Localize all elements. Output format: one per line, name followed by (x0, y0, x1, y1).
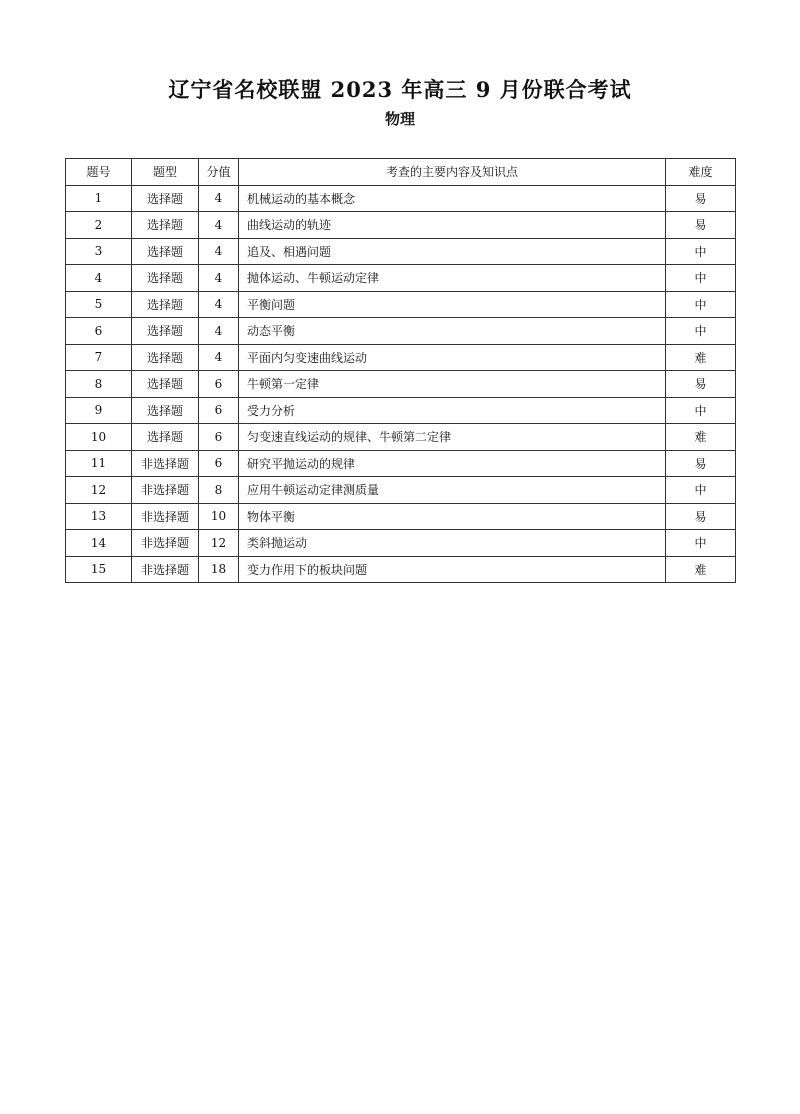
cell-question-type: 非选择题 (132, 530, 199, 557)
cell-score: 4 (199, 238, 239, 265)
table-row (66, 503, 736, 530)
cell-question-type: 非选择题 (132, 450, 199, 477)
cell-content: 平面内匀变速曲线运动 (239, 344, 666, 371)
cell-question-number: 12 (66, 477, 132, 504)
cell-score: 18 (199, 556, 239, 583)
cell-score: 8 (199, 477, 239, 504)
cell-score: 6 (199, 450, 239, 477)
cell-difficulty: 易 (666, 185, 736, 212)
cell-question-number: 5 (66, 291, 132, 318)
cell-question-type: 选择题 (132, 212, 199, 239)
cell-difficulty: 中 (666, 265, 736, 292)
cell-score: 6 (199, 397, 239, 424)
cell-difficulty: 中 (666, 477, 736, 504)
cell-question-type: 选择题 (132, 318, 199, 345)
table-row (66, 185, 736, 212)
cell-score: 4 (199, 318, 239, 345)
cell-question-number: 8 (66, 371, 132, 398)
table-row (66, 344, 736, 371)
cell-content: 牛顿第一定律 (239, 371, 666, 398)
table-row (66, 477, 736, 504)
cell-question-type: 选择题 (132, 185, 199, 212)
document-title: 辽宁省名校联盟 2023 年高三 9 月份联合考试 (168, 77, 632, 102)
header-content: 考查的主要内容及知识点 (239, 159, 666, 186)
cell-question-type: 选择题 (132, 291, 199, 318)
cell-score: 4 (199, 291, 239, 318)
cell-question-number: 1 (66, 185, 132, 212)
table-row (66, 212, 736, 239)
cell-content: 应用牛顿运动定律测质量 (239, 477, 666, 504)
table-body (66, 185, 736, 583)
cell-question-type: 选择题 (132, 371, 199, 398)
table-row (66, 371, 736, 398)
table-header-row (66, 159, 736, 186)
table-row (66, 238, 736, 265)
subject-title: 物理 (384, 110, 415, 128)
header-question-number: 题号 (66, 159, 132, 186)
cell-difficulty: 中 (666, 238, 736, 265)
cell-difficulty: 中 (666, 291, 736, 318)
cell-content: 物体平衡 (239, 503, 666, 530)
cell-content: 机械运动的基本概念 (239, 185, 666, 212)
cell-question-number: 9 (66, 397, 132, 424)
cell-question-type: 选择题 (132, 424, 199, 451)
cell-difficulty: 难 (666, 556, 736, 583)
cell-content: 匀变速直线运动的规律、牛顿第二定律 (239, 424, 666, 451)
table-row (66, 556, 736, 583)
cell-question-type: 选择题 (132, 265, 199, 292)
cell-difficulty: 难 (666, 424, 736, 451)
cell-question-number: 13 (66, 503, 132, 530)
cell-question-number: 14 (66, 530, 132, 557)
exam-spec-table (65, 158, 736, 583)
cell-difficulty: 中 (666, 397, 736, 424)
cell-difficulty: 中 (666, 530, 736, 557)
cell-content: 受力分析 (239, 397, 666, 424)
cell-content: 类斜抛运动 (239, 530, 666, 557)
cell-difficulty: 易 (666, 503, 736, 530)
cell-score: 4 (199, 212, 239, 239)
table-row (66, 291, 736, 318)
cell-content: 曲线运动的轨迹 (239, 212, 666, 239)
cell-score: 6 (199, 424, 239, 451)
cell-content: 抛体运动、牛顿运动定律 (239, 265, 666, 292)
cell-question-type: 选择题 (132, 397, 199, 424)
cell-content: 追及、相遇问题 (239, 238, 666, 265)
cell-score: 12 (199, 530, 239, 557)
cell-score: 4 (199, 185, 239, 212)
cell-question-number: 10 (66, 424, 132, 451)
cell-question-number: 6 (66, 318, 132, 345)
cell-question-number: 3 (66, 238, 132, 265)
cell-difficulty: 易 (666, 212, 736, 239)
cell-question-number: 4 (66, 265, 132, 292)
cell-question-type: 非选择题 (132, 556, 199, 583)
table-row (66, 265, 736, 292)
cell-question-number: 11 (66, 450, 132, 477)
cell-question-type: 非选择题 (132, 503, 199, 530)
cell-content: 变力作用下的板块问题 (239, 556, 666, 583)
cell-difficulty: 易 (666, 450, 736, 477)
table-row (66, 450, 736, 477)
cell-score: 4 (199, 344, 239, 371)
cell-difficulty: 中 (666, 318, 736, 345)
cell-question-type: 非选择题 (132, 477, 199, 504)
cell-content: 平衡问题 (239, 291, 666, 318)
table-row (66, 530, 736, 557)
cell-question-number: 7 (66, 344, 132, 371)
header-score: 分值 (199, 159, 239, 186)
cell-question-number: 2 (66, 212, 132, 239)
cell-question-number: 15 (66, 556, 132, 583)
cell-score: 10 (199, 503, 239, 530)
cell-score: 6 (199, 371, 239, 398)
cell-question-type: 选择题 (132, 238, 199, 265)
cell-content: 动态平衡 (239, 318, 666, 345)
header-difficulty: 难度 (666, 159, 736, 186)
table-row (66, 424, 736, 451)
table-row (66, 397, 736, 424)
cell-difficulty: 难 (666, 344, 736, 371)
cell-score: 4 (199, 265, 239, 292)
header-question-type: 题型 (132, 159, 199, 186)
cell-question-type: 选择题 (132, 344, 199, 371)
cell-content: 研究平抛运动的规律 (239, 450, 666, 477)
cell-difficulty: 易 (666, 371, 736, 398)
table-row (66, 318, 736, 345)
